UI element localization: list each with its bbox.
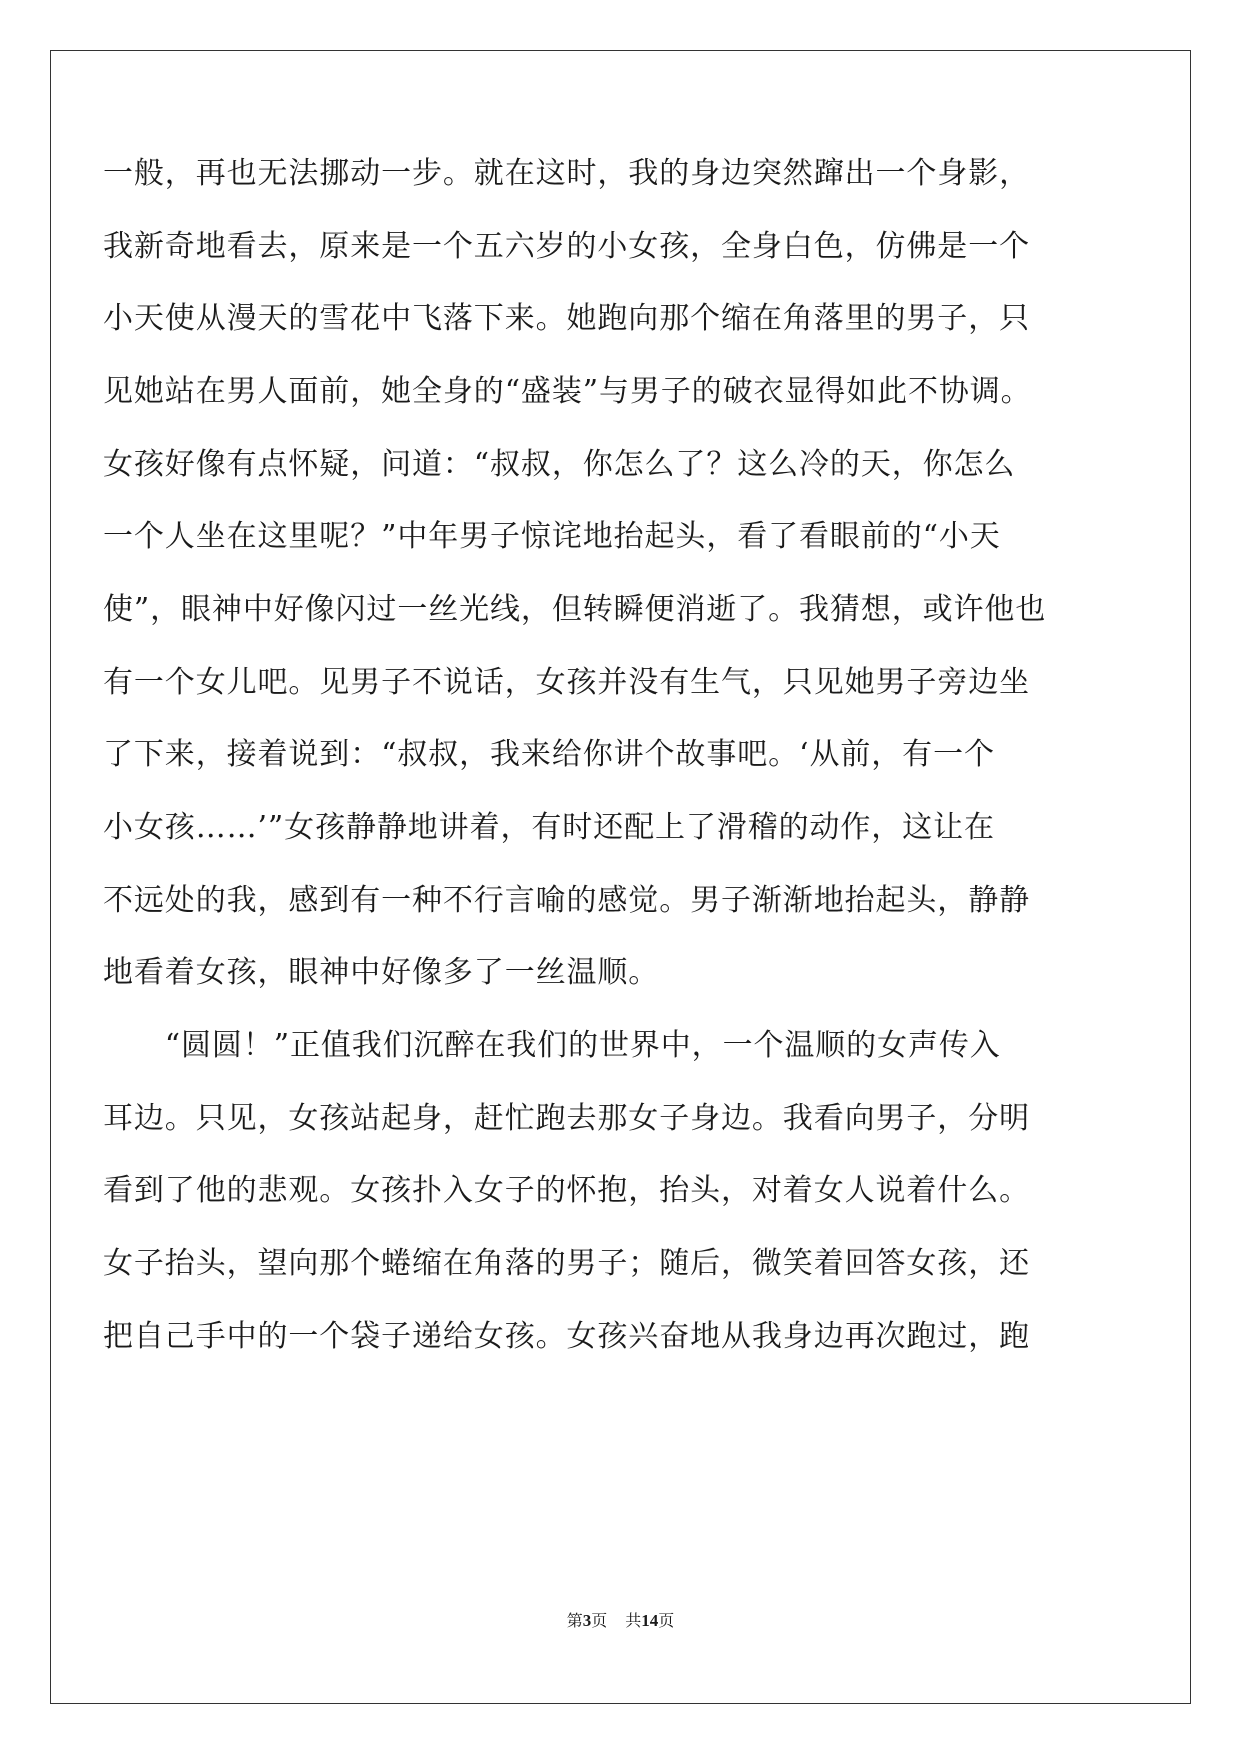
page-total-suffix: 页 [658,1611,675,1630]
text-line: 有一个女儿吧。见男子不说话，女孩并没有生气，只见她男子旁边坐 [103,665,1030,700]
text-line: 小女孩……’”女孩静静地讲着，有时还配上了滑稽的动作，这让在 [103,810,995,845]
text-line: 女子抬头，望向那个蜷缩在角落的男子；随后，微笑着回答女孩，还 [103,1246,1030,1281]
text-line: 不远处的我，感到有一种不行言喻的感觉。男子渐渐地抬起头，静静 [103,883,1030,918]
text-line: 了下来，接着说到：“叔叔，我来给你讲个故事吧。‘从前，有一个 [103,737,995,772]
text-line: 一个人坐在这里呢？”中年男子惊诧地抬起头，看了看眼前的“小天 [103,519,1001,554]
page-number-prefix: 第 [566,1611,583,1630]
text-line: 地看着女孩，眼神中好像多了一丝温顺。 [103,955,660,990]
text-line: 看到了他的悲观。女孩扑入女子的怀抱，抬头，对着女人说着什么。 [103,1173,1030,1208]
text-line: 把自己手中的一个袋子递给女孩。女孩兴奋地从我身边再次跑过，跑 [103,1319,1030,1354]
page-number-current: 3 [582,1611,592,1630]
page-number-suffix: 页 [591,1611,608,1630]
text-line: 使”，眼神中好像闪过一丝光线，但转瞬便消逝了。我猜想，或许他也 [103,592,1047,627]
page-total: 14 [641,1611,659,1630]
text-line: 耳边。只见，女孩站起身，赶忙跑去那女子身边。我看向男子，分明 [103,1101,1030,1136]
text-line: 一般，再也无法挪动一步。就在这时，我的身边突然蹿出一个身影， [103,156,1030,191]
page-total-prefix: 共 [625,1611,642,1630]
page-footer [0,1608,1241,1631]
text-line: 我新奇地看去，原来是一个五六岁的小女孩，全身白色，仿佛是一个 [103,229,1030,264]
text-line: “圆圆！”正值我们沉醉在我们的世界中，一个温顺的女声传入 [103,1028,1001,1063]
text-line: 见她站在男人面前，她全身的“盛装”与男子的破衣显得如此不协调。 [103,374,1032,409]
page-frame [50,50,1191,1704]
text-line: 小天使从漫天的雪花中飞落下来。她跑向那个缩在角落里的男子，只 [103,301,1030,336]
text-line: 女孩好像有点怀疑，问道：“叔叔，你怎么了？这么冷的天，你怎么 [103,447,1016,482]
